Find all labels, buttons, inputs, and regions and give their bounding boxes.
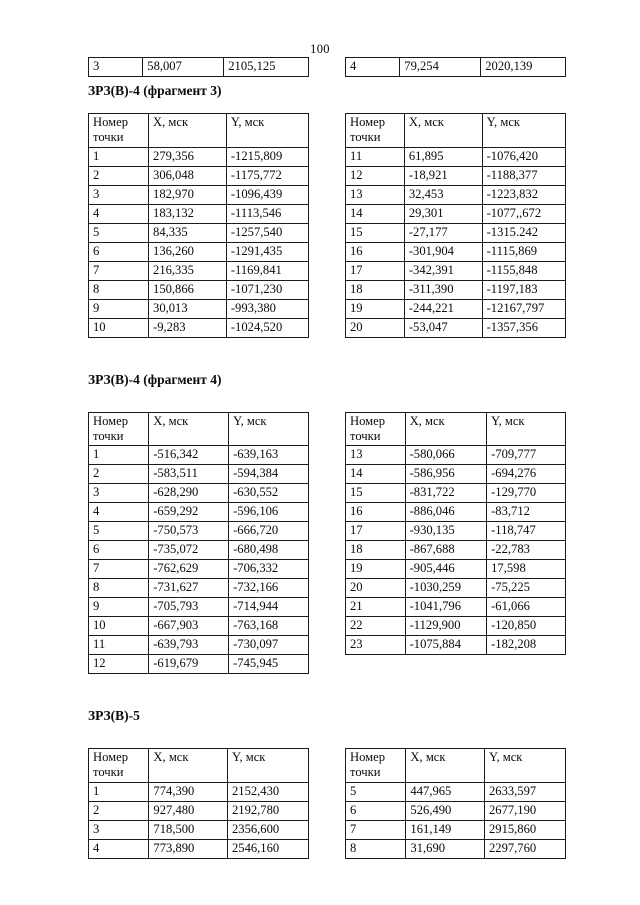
point-number: 15 [346,223,405,242]
table-row [346,280,566,299]
table-row [346,318,566,337]
x-value: -53,047 [404,318,482,337]
x-value: 279,356 [149,147,227,166]
header-n-line1: Номер [93,413,129,428]
y-value: -22,783 [487,541,566,560]
y-value: -763,168 [229,617,309,636]
header-y: Y, мск [482,114,565,148]
y-value: 2297,760 [484,840,565,859]
y-value: -1155,848 [482,261,565,280]
x-value: 718,500 [149,821,228,840]
table-row [89,280,309,299]
point-number: 13 [346,446,406,465]
x-value: 183,132 [149,204,227,223]
y-value: -182,208 [487,636,566,655]
x-value: -1075,884 [405,636,487,655]
point-number: 5 [89,522,149,541]
table-row [346,299,566,318]
header-x: X, мск [149,114,227,148]
point-number: 15 [346,484,406,503]
x-value: -311,390 [404,280,482,299]
point-number: 10 [89,318,149,337]
x-value: -731,627 [149,579,229,598]
table-row [346,242,566,261]
spacer [88,728,566,748]
point-number: 19 [346,299,405,318]
section-tables-2 [88,748,566,859]
x-value: 774,390 [149,783,228,802]
table-header-row [89,114,309,148]
y-value: -666,720 [229,522,309,541]
coord-table-2-right [345,748,566,859]
header-n-line2: точки [350,428,381,443]
header-y: Y, мск [229,412,309,446]
header-point-number [89,412,149,446]
y-value: -61,066 [487,598,566,617]
y-value: -1076,420 [482,147,565,166]
x-value: -583,511 [149,465,229,484]
point-number: 18 [346,280,405,299]
x-value: -619,679 [149,655,229,674]
y-value: -730,097 [229,636,309,655]
x-value: 447,965 [406,783,485,802]
table-row [89,261,309,280]
table-row [346,446,566,465]
spacer [88,392,566,412]
point-number: 4 [89,503,149,522]
point-number: 14 [346,204,405,223]
header-n-line1: Номер [93,115,129,129]
y-value: -993,380 [226,299,308,318]
point-number: 4 [89,840,149,859]
x-value: -27,177 [404,223,482,242]
point-number: 10 [89,617,149,636]
table-row [89,446,309,465]
y-value: -732,166 [229,579,309,598]
table-row [346,261,566,280]
x-value: -586,956 [405,465,487,484]
point-number: 2 [89,166,149,185]
y-value: -745,945 [229,655,309,674]
y-value: -706,332 [229,560,309,579]
x-value: -886,046 [405,503,487,522]
x-value: -867,688 [405,541,487,560]
top-strip-table-left [88,57,309,77]
table-row [346,821,566,840]
table-row [346,579,566,598]
point-number: 23 [346,636,406,655]
table-row [89,617,309,636]
point-number: 11 [346,147,405,166]
point-number: 6 [89,242,149,261]
table-row [89,318,309,337]
y-value: 2915,860 [484,821,565,840]
y-value: -118,747 [487,522,566,541]
table-row [89,522,309,541]
table-header-row [89,749,309,783]
y-value: -709,777 [487,446,566,465]
coord-table-2-right-body [346,783,566,859]
y-value: -1115,869 [482,242,565,261]
x-value: -831,722 [405,484,487,503]
table-row [346,617,566,636]
point-number: 17 [346,261,405,280]
coord-table-2-left [88,748,309,859]
point-number: 1 [89,783,149,802]
point-number: 1 [89,446,149,465]
section-title-1: ЗРЗ(В)-4 (фрагмент 4) [88,371,222,387]
header-n-line2: точки [350,765,381,780]
section-tables-1 [88,412,566,675]
table-row [89,299,309,318]
x-value: -762,629 [149,560,229,579]
table-row [346,840,566,859]
point-number: 6 [346,802,406,821]
coord-table-0-right-body [346,147,566,337]
page-content [0,57,640,859]
table-row [346,465,566,484]
x-value: 927,480 [149,802,228,821]
x-value: 29,301 [404,204,482,223]
header-y: Y, мск [227,749,308,783]
header-n-line1: Номер [93,750,129,765]
table-row [89,484,309,503]
table-row [89,636,309,655]
table-row [346,522,566,541]
y-value: -694,276 [487,465,566,484]
y-value: 2677,190 [484,802,565,821]
y-value: -1071,230 [226,280,308,299]
y-value: -594,384 [229,465,309,484]
table-row [346,783,566,802]
x-value: -342,391 [404,261,482,280]
y-value: -1175,772 [226,166,308,185]
x-value: 216,335 [149,261,227,280]
header-x: X, мск [405,412,487,446]
x-value: -301,904 [404,242,482,261]
table-row [346,484,566,503]
point-number: 21 [346,598,406,617]
x-value: 773,890 [149,840,228,859]
y-value: -714,944 [229,598,309,617]
header-n-line1: Номер [350,413,386,428]
point-number: 17 [346,522,406,541]
point-number: 5 [89,223,149,242]
x-value: 84,335 [149,223,227,242]
point-number: 22 [346,617,406,636]
coord-table-2-left-body [89,783,309,859]
y-value: 17,598 [487,560,566,579]
point-number: 14 [346,465,406,484]
x-value: -1041,796 [405,598,487,617]
coord-table-0-left-body [89,147,309,337]
header-point-number [346,749,406,783]
spacer [88,103,566,113]
x-value: -516,342 [149,446,229,465]
y-value: -1291,435 [226,242,308,261]
header-n-line2: точки [93,428,124,443]
y-value: -1077,,672 [482,204,565,223]
table-row [89,579,309,598]
table-row [346,636,566,655]
y-value: 2020,139 [481,58,566,77]
point-number: 5 [346,783,406,802]
table-header-row [89,412,309,446]
coord-table-0-right [345,113,566,338]
y-value: -630,552 [229,484,309,503]
y-value: -83,712 [487,503,566,522]
table-row [346,58,566,77]
y-value: 2633,597 [484,783,565,802]
table-header-row [346,412,566,446]
point-number: 3 [89,58,143,77]
point-number: 16 [346,242,405,261]
table-row [89,166,309,185]
header-point-number [89,749,149,783]
y-value: -1113,546 [226,204,308,223]
table-row [89,204,309,223]
x-value: -244,221 [404,299,482,318]
header-point-number [346,114,405,148]
y-value: -1357,356 [482,318,565,337]
x-value: -18,921 [404,166,482,185]
point-number: 4 [89,204,149,223]
spacer [88,338,566,366]
point-number: 20 [346,579,406,598]
point-number: 9 [89,598,149,617]
table-row [89,58,309,77]
x-value: -750,573 [149,522,229,541]
y-value: 2546,160 [227,840,308,859]
coord-table-1-right-body [346,446,566,655]
point-number: 12 [346,166,405,185]
section-tables-0 [88,113,566,338]
point-number: 18 [346,541,406,560]
y-value: -1223,832 [482,185,565,204]
point-number: 16 [346,503,406,522]
x-value: 61,895 [404,147,482,166]
table-row [89,840,309,859]
x-value: -930,135 [405,522,487,541]
x-value: 32,453 [404,185,482,204]
section-title-2: ЗРЗ(В)-5 [88,708,140,724]
point-number: 13 [346,185,405,204]
table-row [89,465,309,484]
x-value: -667,903 [149,617,229,636]
page-number: 100 [310,42,330,56]
top-strip-table-right [345,57,566,77]
table-row [346,560,566,579]
point-number: 3 [89,484,149,503]
header-x: X, мск [149,412,229,446]
table-row [346,598,566,617]
header-n-line2: точки [93,765,124,780]
header-y: Y, мск [487,412,566,446]
table-row [89,802,309,821]
table-row [346,185,566,204]
y-value: -680,498 [229,541,309,560]
y-value: -1188,377 [482,166,565,185]
header-x: X, мск [149,749,228,783]
table-header-row [346,114,566,148]
header-point-number [89,114,149,148]
y-value: 2192,780 [227,802,308,821]
point-number: 9 [89,299,149,318]
coord-table-0-left [88,113,309,338]
y-value: -1096,439 [226,185,308,204]
table-row [346,204,566,223]
table-row [89,147,309,166]
coord-table-1-left-body [89,446,309,674]
spacer [88,674,566,702]
table-row [89,503,309,522]
point-number: 7 [89,261,149,280]
x-value: -735,072 [149,541,229,560]
table-row [89,821,309,840]
header-y: Y, мск [226,114,308,148]
point-number: 19 [346,560,406,579]
x-value: -9,283 [149,318,227,337]
header-n-line2: точки [350,129,381,144]
table-header-row [346,749,566,783]
y-value: -1024,520 [226,318,308,337]
x-value: -580,066 [405,446,487,465]
point-number: 8 [346,840,406,859]
x-value: 150,866 [149,280,227,299]
table-row [346,802,566,821]
table-row [346,223,566,242]
x-value: -705,793 [149,598,229,617]
point-number: 3 [89,821,149,840]
header-n-line2: точки [93,129,124,144]
header-n-line1: Номер [350,750,386,765]
point-number: 6 [89,541,149,560]
header-y: Y, мск [484,749,565,783]
x-value: 31,690 [406,840,485,859]
point-number: 11 [89,636,149,655]
header-n-line1: Номер [350,115,386,129]
coord-table-1-left [88,412,309,675]
header-x: X, мск [406,749,485,783]
point-number: 7 [346,821,406,840]
y-value: -120,850 [487,617,566,636]
x-value: 30,013 [149,299,227,318]
x-value: -639,793 [149,636,229,655]
table-row [346,147,566,166]
y-value: -1169,841 [226,261,308,280]
table-row [89,783,309,802]
table-row [89,541,309,560]
y-value: -596,106 [229,503,309,522]
x-value: 79,254 [400,58,481,77]
point-number: 1 [89,147,149,166]
header-x: X, мск [404,114,482,148]
point-number: 4 [346,58,400,77]
y-value: -129,770 [487,484,566,503]
table-row [89,242,309,261]
x-value: 526,490 [406,802,485,821]
point-number: 7 [89,560,149,579]
x-value: -905,446 [405,560,487,579]
top-strip-row [88,57,566,77]
table-row [89,655,309,674]
point-number: 8 [89,280,149,299]
x-value: 306,048 [149,166,227,185]
table-row [89,185,309,204]
table-row [89,560,309,579]
point-number: 2 [89,465,149,484]
y-value: -1315.242 [482,223,565,242]
y-value: -1197,183 [482,280,565,299]
x-value: -659,292 [149,503,229,522]
y-value: -639,163 [229,446,309,465]
y-value: -1215,809 [226,147,308,166]
x-value: -628,290 [149,484,229,503]
point-number: 12 [89,655,149,674]
table-row [346,166,566,185]
header-point-number [346,412,406,446]
point-number: 20 [346,318,405,337]
y-value: 2356,600 [227,821,308,840]
point-number: 8 [89,579,149,598]
y-value: -75,225 [487,579,566,598]
y-value: -12167,797 [482,299,565,318]
x-value: 58,007 [143,58,224,77]
x-value: 182,970 [149,185,227,204]
x-value: -1030,259 [405,579,487,598]
x-value: 136,260 [149,242,227,261]
x-value: -1129,900 [405,617,487,636]
table-row [89,598,309,617]
x-value: 161,149 [406,821,485,840]
y-value: -1257,540 [226,223,308,242]
table-row [346,541,566,560]
point-number: 2 [89,802,149,821]
y-value: 2105,125 [224,58,309,77]
table-row [346,503,566,522]
y-value: 2152,430 [227,783,308,802]
point-number: 3 [89,185,149,204]
coord-table-1-right [345,412,566,656]
section-title-0: ЗРЗ(В)-4 (фрагмент 3) [88,83,222,98]
table-row [89,223,309,242]
